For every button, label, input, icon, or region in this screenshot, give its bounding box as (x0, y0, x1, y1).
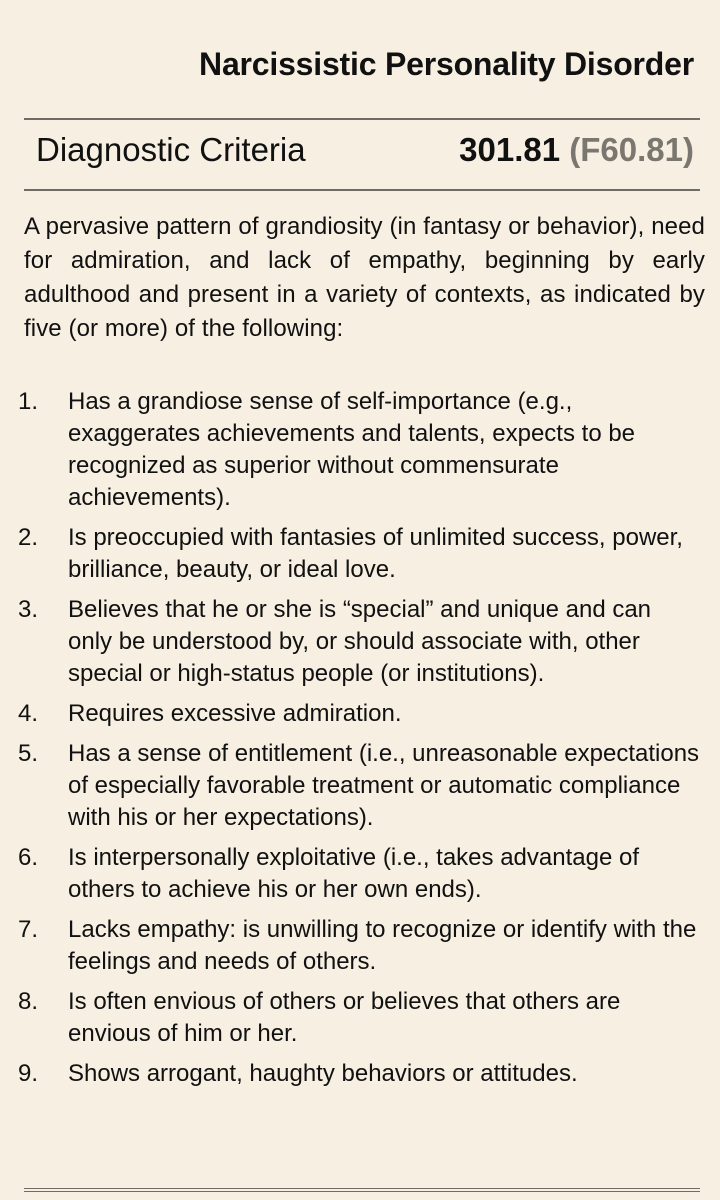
criterion-number: 6. (18, 844, 39, 871)
criterion-text: Lacks empathy: is unwilling to recognize or identify with the feelings and needs of others. (68, 916, 697, 975)
criterion-text: Is preoccupied with fantasies of unlimited success, power, brilliance, beauty, or ideal love. (68, 524, 683, 583)
criterion-text: Is often envious of others or believes that others are envious of him or her. (68, 988, 621, 1047)
criterion-number: 9. (18, 1060, 39, 1087)
criterion-text: Requires excessive admiration. (68, 700, 402, 727)
criterion-number: 3. (18, 596, 39, 623)
criterion-item (0, 522, 720, 586)
criterion-text: Has a sense of entitlement (i.e., unreasonable expectations of especially favorable treatment or automatic compliance with his or her expectations). (68, 740, 700, 831)
criterion-item (0, 914, 720, 978)
header-top-rule (24, 118, 700, 120)
criterion-item (0, 698, 720, 730)
section-label: Diagnostic Criteria (36, 131, 306, 168)
criterion-item (0, 386, 720, 514)
criterion-number: 4. (18, 700, 39, 727)
page-title: Narcissistic Personality Disorder (199, 46, 694, 82)
criterion-item (0, 738, 720, 834)
criteria-list (0, 386, 720, 1098)
criterion-number: 1. (18, 388, 39, 415)
criterion-text: Has a grandiose sense of self-importance (e.g., exaggerates achievements and talents, expects to be recognized as superior without commensurate achievements). (68, 388, 636, 511)
criterion-item (0, 842, 720, 906)
diagnostic-codes (459, 131, 694, 169)
criterion-text: Shows arrogant, haughty behaviors or attitudes. (68, 1060, 578, 1087)
criterion-number: 2. (18, 524, 39, 551)
criterion-item (0, 1058, 720, 1090)
criterion-text: Believes that he or she is “special” and unique and can only be understood by, or should associate with, other special or high-status people (or institutions). (68, 596, 652, 687)
header-bottom-rule (24, 189, 700, 191)
criterion-item (0, 986, 720, 1050)
dsm-code: 301.81 (459, 131, 561, 168)
intro-paragraph: A pervasive pattern of grandiosity (in fantasy or behavior), need for admiration, and lack of empathy, beginning by early adulthood and present in a variety of contexts, as indicated by five (or more) of the following: (24, 213, 705, 342)
criterion-item (0, 594, 720, 690)
criteria-header (36, 131, 694, 175)
criterion-number: 8. (18, 988, 39, 1015)
bottom-double-rule (24, 1188, 700, 1192)
criterion-text: Is interpersonally exploitative (i.e., takes advantage of others to achieve his or her own ends). (68, 844, 639, 903)
criterion-number: 7. (18, 916, 39, 943)
icd-code: (F60.81) (569, 131, 694, 168)
criterion-number: 5. (18, 740, 39, 767)
